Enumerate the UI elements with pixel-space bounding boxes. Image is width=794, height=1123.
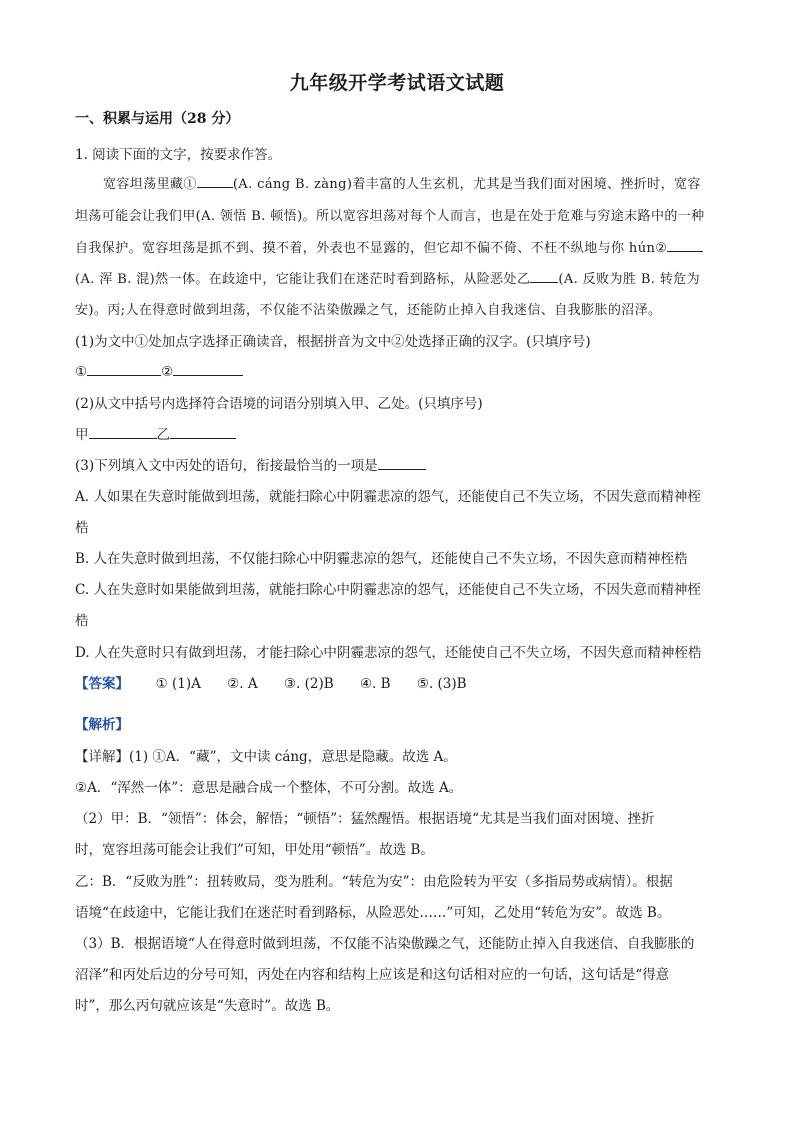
passage-line-2: 坦荡可能会让我们甲(A. 领悟 B. 顿悟)。所以宽容坦荡对每个人而言，也是在处于危难与穷途末路中的一种 xyxy=(75,209,705,224)
question-text: (3)下列填入文中丙处的语句，衔接最恰当的一项是 xyxy=(75,458,378,474)
analysis-label: 【解析】 xyxy=(75,717,129,733)
analysis-line: ②A．“浑然一体”：意思是融合成一个整体，不可分割。故选 A。 xyxy=(75,780,463,796)
answer-line-1 xyxy=(75,361,243,380)
answer-blank[interactable] xyxy=(378,455,426,470)
question-prompt: 1. 阅读下面的文字，按要求作答。 xyxy=(75,147,282,163)
answer-blank[interactable] xyxy=(170,424,236,439)
analysis-line: （3）B．根据语境“人在得意时做到坦荡，不仅能不沾染傲躁之气，还能防止掉入自我迷信、自我膨胀的 xyxy=(75,936,695,952)
section-heading: 一、积累与运用（28 分） xyxy=(75,111,240,127)
answer-item: ③. (2)B xyxy=(283,676,334,692)
answer-row xyxy=(75,672,467,692)
option-a-continued: 梏 xyxy=(75,520,89,536)
analysis-line: （2）甲：B．“领悟”：体会，解悟；“顿悟”：猛然醒悟。根据语境“尤其是当我们面对困境、挫折 xyxy=(75,811,655,827)
analysis-line: 沼泽”和丙处后边的分号可知，丙处在内容和结构上应该是和这句话相对应的一句话，这句话是“得意 xyxy=(75,967,670,983)
answer-item: ① xyxy=(155,676,168,692)
blank-label: 甲 xyxy=(75,427,89,443)
passage-text: 自我保护。宽容坦荡是抓不到、摸不着，外表也不显露的，但它却不偏不倚、不枉不纵地与你 hún② xyxy=(75,241,668,256)
analysis-line: 乙：B．“反败为胜”：扭转败局，变为胜利。“转危为安”：由危险转为平安（多指局势或病情）。根据 xyxy=(75,874,673,890)
passage-text: (A. 浑 B. 混)然一体。在歧途中，它能让我们在迷茫时看到路标，从险恶处乙 xyxy=(75,272,531,287)
analysis-line: 语境“在歧途中，它能让我们在迷茫时看到路标，从险恶处……”可知，乙处用“转危为安”。故选 B。 xyxy=(75,905,671,921)
option-b: B. 人在失意时做到坦荡，不仅能扫除心中阴霾悲凉的怨气，还能使自己不失立场，不因失意而精神桎梏 xyxy=(75,551,688,567)
answer-blank[interactable] xyxy=(197,173,233,188)
answer-line-2 xyxy=(75,423,236,443)
answer-item: ②. A xyxy=(227,676,258,692)
answer-blank[interactable] xyxy=(89,424,157,439)
answer-blank[interactable] xyxy=(87,361,161,376)
passage-text: 宽容坦荡里藏① xyxy=(103,177,197,192)
passage-text: (A. 反败为胜 B. 转危为 xyxy=(558,272,701,287)
passage-line-4 xyxy=(75,268,700,287)
sub-question-2: (2)从文中括号内选择符合语境的词语分别填入甲、乙处。(只填序号) xyxy=(75,396,483,412)
blank-label: ① xyxy=(75,364,88,380)
answer-blank[interactable] xyxy=(173,361,243,376)
option-c: C. 人在失意时如果能做到坦荡，就能扫除心中阴霾悲凉的怨气，还能使自己不失立场，不因失意而精神桎 xyxy=(75,582,701,598)
answer-item: ⑤. (3)B xyxy=(416,676,467,692)
page-title: 九年级开学考试语文试题 xyxy=(289,72,505,94)
option-a: A. 人如果在失意时能做到坦荡，就能扫除心中阴霾悲凉的怨气，还能使自己不失立场，不因失意而精神桎 xyxy=(75,489,701,505)
blank-label: ② xyxy=(161,364,174,380)
analysis-line: 时”，那么丙句就应该是“失意时”。故选 B。 xyxy=(75,998,340,1014)
answer-item: (1)A xyxy=(167,676,201,692)
answer-label: 【答案】 xyxy=(75,676,129,692)
sub-question-1: (1)为文中①处加点字选择正确读音，根据拼音为文中②处选择正确的汉字。(只填序号) xyxy=(75,334,591,350)
analysis-line: 时，宽容坦荡可能会让我们”可知，甲处用“顿悟”。故选 B。 xyxy=(75,842,434,858)
passage-text: (A. cáng B. zàng)着丰富的人生玄机，尤其是当我们面对困境、挫折时，宽容 xyxy=(232,177,701,192)
option-d: D. 人在失意时只有做到坦荡，才能扫除心中阴霾悲凉的怨气，还能使自己不失立场，不因失意而精神桎梏 xyxy=(75,645,702,661)
passage-line-5: 安)。丙;人在得意时做到坦荡，不仅能不沾染傲躁之气，还能防止掉入自我迷信、自我膨胀的沼泽。 xyxy=(75,303,662,318)
analysis-line: 【详解】(1) ①A．“藏”，文中读 cáng，意思是隐藏。故选 A。 xyxy=(75,749,457,765)
answer-blank[interactable] xyxy=(530,268,558,283)
answer-blank[interactable] xyxy=(667,237,703,252)
blank-label: 乙 xyxy=(156,427,170,443)
passage-line-1 xyxy=(103,173,701,192)
answer-item: ④. B xyxy=(359,676,391,692)
sub-question-3 xyxy=(75,454,426,474)
passage-line-3 xyxy=(75,237,703,256)
option-c-continued: 梏 xyxy=(75,613,89,629)
